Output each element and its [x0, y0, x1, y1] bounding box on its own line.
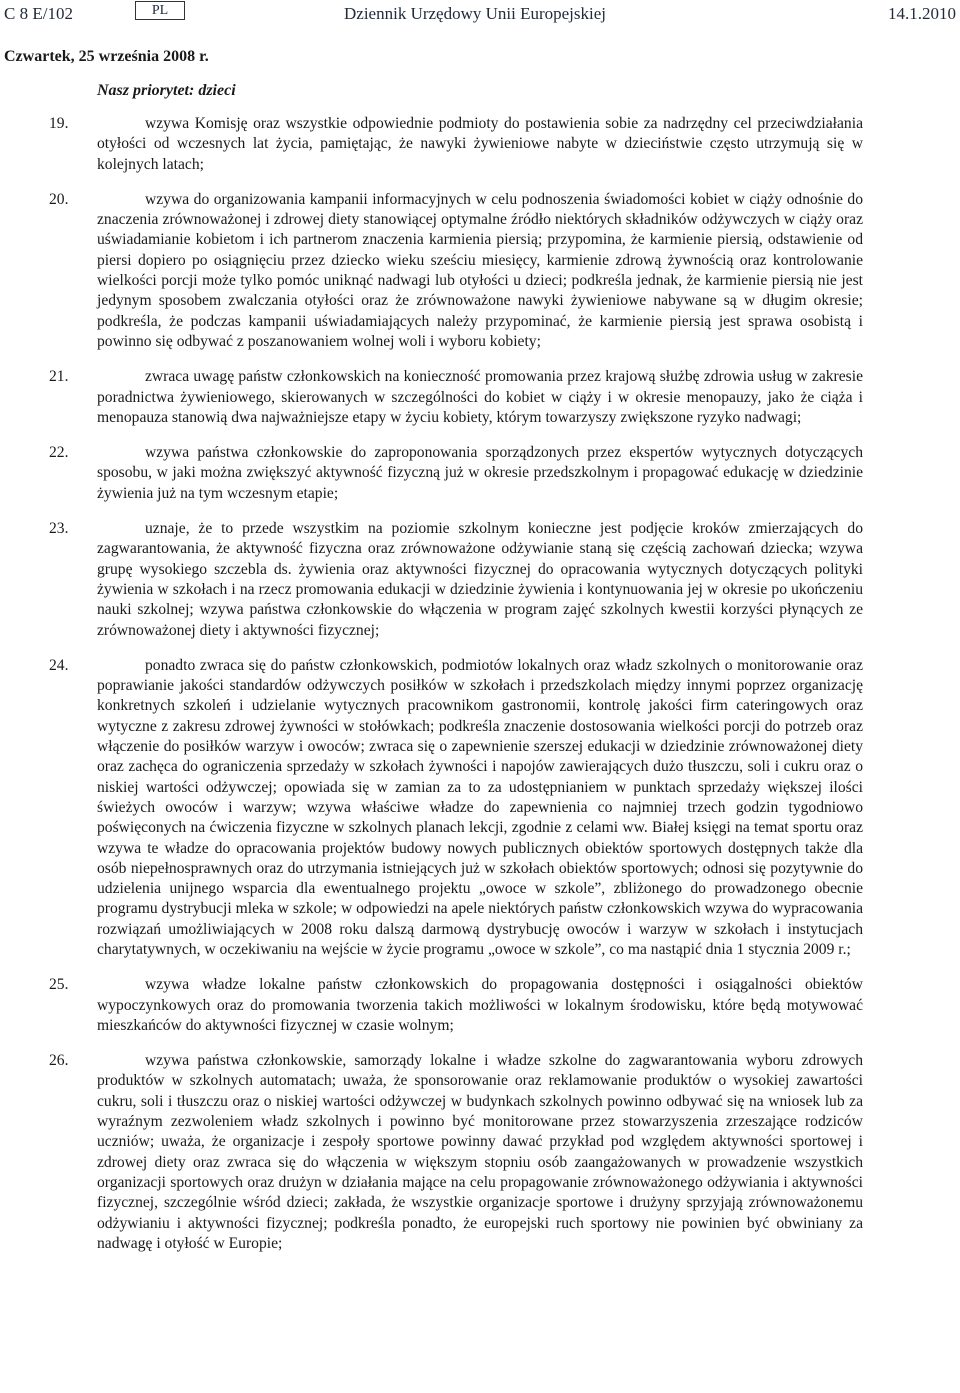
- language-badge: PL: [135, 1, 185, 20]
- paragraph-19: [49, 114, 863, 175]
- paragraph-text: zwraca uwagę państw członkowskich na konieczność promowania przez krajową służbę zdrowia usług w zakresie poradnictwa żywieniowego, skierowanych w szczególności do kobiet w ciąży i w okresie menopauzy, jako że ciąża i menopauza stanowią dwa najważniejsze etapy w życiu kobiety, którym towarzyszy zwiększone ryzyko nadwagi;: [97, 368, 863, 426]
- page-reference: C 8 E/102: [4, 4, 73, 23]
- paragraph-text: ponadto zwraca się do państw członkowskich, podmiotów lokalnych oraz władz szkolnych o monitorowanie oraz poprawianie jakości standardów odżywczych posiłków w szkołach i przedszkolach między innymi poprzez organizację konkretnych szkoleń i udzielanie wytycznych pracownikom gastronomii, kontrolę jakości firm cateringowych oraz wytyczne z zakresu zdrowej żywności w stołówkach; podkreśla znaczenie dostosowania wielkości porcji do potrzeb oraz włączenie do posiłków warzyw i owoców; zwraca się o zapewnienie szerszej edukacji w dziedzinie zrównoważonej diety oraz zachęca do ograniczenia sprzedaży w szkołach żywności i napojów zawierających dużo tłuszczu, soli i cukru oraz o niskiej wartości odżywczej; opowiada się w zamian za to za udostępnianiem w punktach sprzedaży większej ilości świeżych owoców i warzyw; wzywa właściwe władze do zapewnienia co najmniej trzech godzin tygodniowo poświęconych na ćwiczenia fizyczne w szkolnych planach lekcji, zgodnie z celami ww. Białej księgi na temat sportu oraz wzywa te władze do opracowania projektów budowy nowych publicznych obiektów sportowych dostępnych także dla osób niepełnosprawnych oraz do utrzymania istniejących już w szkołach obiektów sportowych; odnosi się pozytywnie do udzielenia unijnego wsparcia dla ewentualnego projektu „owoce w szkole”, zbliżonego do prowadzonego obecnie programu dystrybucji mleka w szkole; w odpowiedzi na apele niektórych państw członkowskich wzywa do wypracowania rozwiązań umożliwiających w 2008 roku dalszą darmową dystrybucję owoców i warzyw w szkołach i instytucjach charytatywnych, w oczekiwaniu na wejście w życie programu „owoce w szkole”, co ma nastąpić dnia 1 stycznia 2009 r.;: [97, 656, 863, 958]
- paragraph-24: [49, 656, 863, 960]
- section-title: Nasz priorytet: dzieci: [97, 82, 236, 99]
- document-body: [49, 114, 863, 1269]
- paragraph-text: wzywa władze lokalne państw członkowskich do propagowania dostępności i osiągalności obiektów wypoczynkowych oraz do promowania tworzenia takich możliwości w lokalnym środowisku, które będą motywować mieszkańców do aktywności fizycznej w czasie wolnym;: [97, 976, 863, 1034]
- paragraph-20: [49, 190, 863, 352]
- paragraph-number: 19.: [49, 115, 69, 132]
- paragraph-23: [49, 519, 863, 641]
- paragraph-text: wzywa Komisję oraz wszystkie odpowiednie podmioty do postawienia sobie za nadrzędny cel przeciwdziałania otyłości od wczesnych lat życia, pamiętając, że nawyki żywieniowe nabyte w dzieciństwie często utrzymują się w kolejnych latach;: [97, 115, 863, 173]
- paragraph-text: wzywa do organizowania kampanii informacyjnych w celu podnoszenia świadomości kobiet w ciąży odnośnie do znaczenia zrównoważonej i zdrowej diety stanowiącej optymalne źródło niektórych składników odżywczych w ciąży oraz uświadamianie kobietom i ich partnerom znaczenia karmienia piersią; przypomina, że karmienie piersią, odstawienie od piersi dopiero po osiągnięciu przez dziecko wieku sześciu miesięcy, karmienie zdrową żywnością oraz kontrolowanie wielkości porcji może tylko pomóc uniknąć nadwagi lub otyłości u dzieci; podkreśla jednak, że karmienie piersią nie jest jedynym sposobem zwalczania otyłości oraz że zrównoważone nawyki żywieniowe nabywane są w długim okresie; podkreśla, że podczas kampanii uświadamiających należy przypominać, że karmienie piersią jest sprawa osobistą i powinno się odbywać z poszanowaniem wolnej woli i wyboru kobiety;: [97, 190, 863, 350]
- paragraph-number: 20.: [49, 190, 69, 208]
- paragraph-text: wzywa państwa członkowskie, samorządy lokalne i władze szkolne do zagwarantowania wyboru zdrowych produktów w szkolnych automatach; uważa, że sponsorowanie oraz reklamowanie produktów o wysokiej zawartości cukru, soli i tłuszczu oraz o niskiej wartości odżywczej w budynkach szkolnych powinno odbywać się na wniosek lub za wyraźnym zezwoleniem władz szkolnych i powinno być monitorowane przez stowarzyszenia zrzeszające rodziców uczniów; uważa, że organizacje i zespoły sportowe powinny dawać przykład pod względem aktywności sportowej i zdrowej diety oraz zwraca się do włączenia w większym stopniu osób zaangażowanych w prowadzenie wszystkich organizacji sportowych oraz drużyn w działania mające na celu propagowanie zrównoważonego odżywiania i aktywności fizycznej, szczególnie wśród dzieci; zakłada, że wszystkie organizacje sportowe i drużyny sprzyjają zrównoważonemu odżywianiu i aktywności fizycznej; podkreśla ponadto, że europejski ruch sportowy nie powinien być obwiniany za nadwagę i otyłość w Europie;: [97, 1052, 863, 1252]
- paragraph-25: [49, 975, 863, 1036]
- paragraph-number: 22.: [49, 444, 69, 462]
- page-header: [0, 0, 960, 34]
- session-date: Czwartek, 25 września 2008 r.: [4, 48, 209, 65]
- paragraph-number: 23.: [49, 520, 69, 538]
- paragraph-21: [49, 367, 863, 428]
- paragraph-number: 24.: [49, 656, 69, 674]
- paragraph-number: 21.: [49, 368, 69, 386]
- paragraph-text: wzywa państwa członkowskie do zaproponowania sporządzonych przez ekspertów wytycznych dotyczących sposobu, w jaki można zwiększyć aktywność fizyczną już w okresie przedszkolnym i propagować edukację w dziedzinie żywienia już na tym wczesnym etapie;: [97, 444, 863, 502]
- paragraph-number: 25.: [49, 976, 69, 994]
- publication-date: 14.1.2010: [888, 4, 956, 23]
- paragraph-text: uznaje, że to przede wszystkim na poziomie szkolnym konieczne jest podjęcie kroków zmierzających do zagwarantowania, że aktywność fizyczna oraz zrównoważone odżywianie staną się częścią zachowań dziecka; wzywa grupę wysokiego szczebla ds. żywienia oraz aktywności fizycznej do opracowania wytycznych dotyczących polityki żywienia w szkołach i na rzecz promowania edukacji w dziedzinie żywienia i kontynuowania jej w okresie po ukończeniu nauki szkolnej; wzywa państwa członkowskie do włączenia w program zajęć szkolnych kwestii korzyści płynących ze zrównoważonej diety i aktywności fizycznej;: [97, 520, 863, 639]
- journal-title: Dziennik Urzędowy Unii Europejskiej: [344, 4, 607, 23]
- paragraph-number: 26.: [49, 1052, 69, 1070]
- paragraph-26: [49, 1051, 863, 1254]
- paragraph-22: [49, 443, 863, 504]
